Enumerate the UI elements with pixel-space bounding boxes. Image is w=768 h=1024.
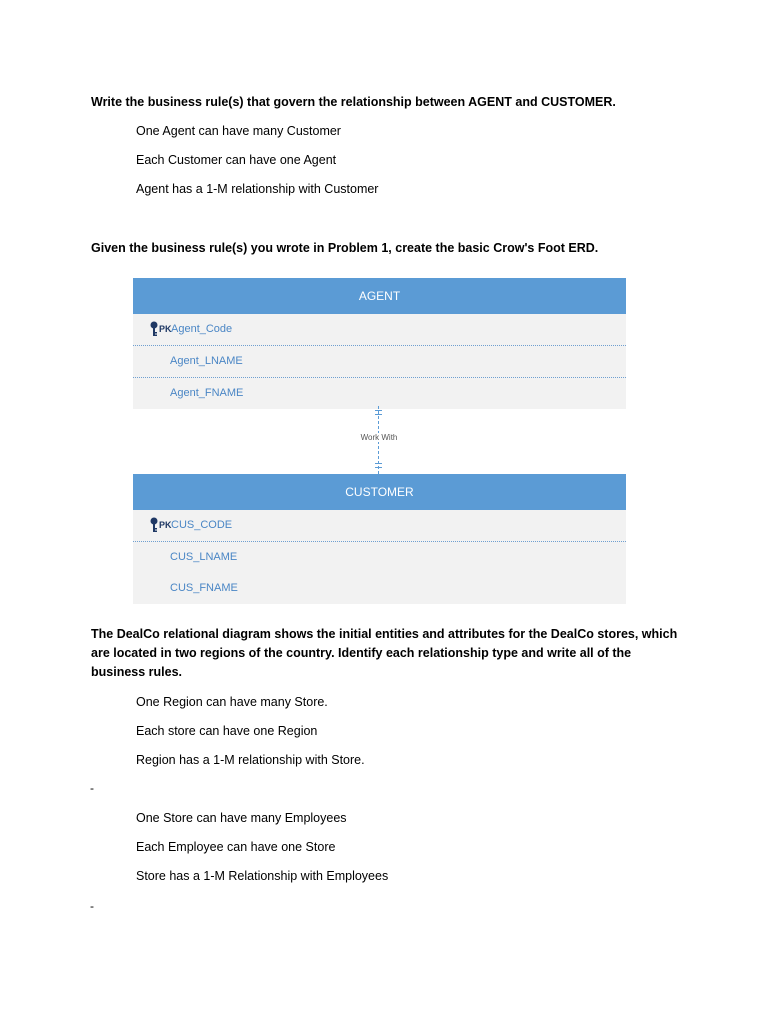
customer-attr-row: [133, 573, 626, 604]
customer-entity: [133, 474, 626, 604]
problem3-answer: One Store can have many Employees: [136, 811, 347, 825]
agent-pk-row: [133, 314, 626, 345]
problem3-answer: Store has a 1-M Relationship with Employees: [136, 869, 389, 883]
agent-attr-row: [133, 345, 626, 377]
problem3-answer: Each Employee can have one Store: [136, 840, 336, 854]
customer-entity-title: CUSTOMER: [133, 474, 626, 510]
agent-entity: [133, 278, 626, 409]
agent-pk-label: PK: [159, 324, 172, 334]
customer-pk-label: PK: [159, 520, 172, 530]
separator-dash: -: [90, 781, 94, 795]
problem1-answer-1: One Agent can have many Customer: [136, 124, 341, 138]
problem3-answer: One Region can have many Store.: [136, 695, 328, 709]
problem2-question: Given the business rule(s) you wrote in Problem 1, create the basic Crow's Foot ERD.: [91, 241, 599, 255]
problem1-answer-3: Agent has a 1-M relationship with Customer: [136, 182, 379, 196]
problem3-answer: Each store can have one Region: [136, 724, 318, 738]
customer-pk-marker: [150, 517, 172, 533]
problem1-question: Write the business rule(s) that govern the relationship between AGENT and CUSTOMER.: [91, 95, 616, 109]
agent-entity-title: AGENT: [133, 278, 626, 314]
problem3-answer: Region has a 1-M relationship with Store.: [136, 753, 365, 767]
one-mandatory-mark-bottom: [375, 463, 382, 464]
customer-attr-row: [133, 541, 626, 573]
key-icon: [150, 321, 158, 337]
customer-pk-attribute: CUS_CODE: [171, 519, 233, 531]
agent-pk-attribute: Agent_Code: [171, 323, 233, 335]
problem3-question: The DealCo relational diagram shows the initial entities and attributes for the DealCo stores, which are located in two regions of the country. Identify each relationship type and write all of the business rules.: [91, 627, 678, 679]
customer-attribute: CUS_FNAME: [170, 582, 238, 594]
one-mandatory-mark-top: [375, 410, 382, 411]
agent-attribute: Agent_LNAME: [170, 355, 243, 367]
one-mandatory-mark-top: [375, 414, 382, 415]
customer-attribute: CUS_LNAME: [170, 551, 238, 563]
agent-attribute: Agent_FNAME: [170, 387, 244, 399]
key-icon: [150, 517, 158, 533]
relationship-label: Work With: [340, 433, 418, 442]
agent-pk-marker: [150, 321, 172, 337]
customer-pk-row: [133, 510, 626, 541]
separator-dash: -: [90, 899, 94, 913]
agent-attr-row: [133, 377, 626, 409]
problem1-answer-2: Each Customer can have one Agent: [136, 153, 337, 167]
one-mandatory-mark-bottom: [375, 467, 382, 468]
